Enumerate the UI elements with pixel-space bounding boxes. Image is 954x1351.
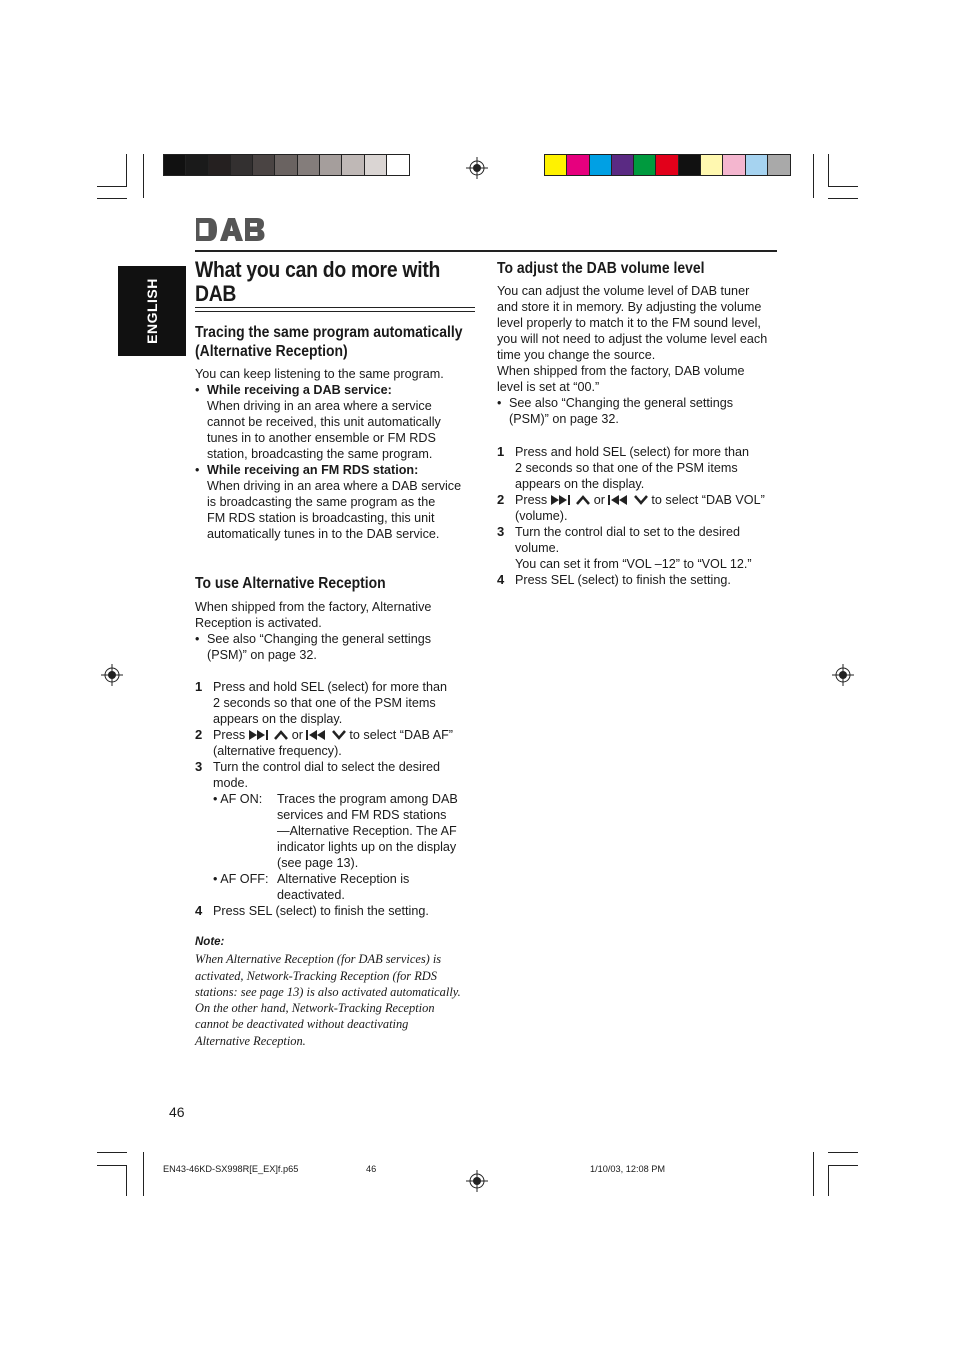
- text-line: When shipped from the factory, Alternative: [195, 600, 432, 614]
- left-steps: [195, 679, 480, 919]
- text-line: cannot be deactivated without deactivating: [195, 1017, 409, 1032]
- text-fragment: or: [593, 493, 605, 507]
- color-swatch: [612, 155, 634, 175]
- crop-mark: [126, 1165, 127, 1196]
- text-line: level properly to match it to the FM sound level,: [497, 316, 761, 330]
- color-swatch: [164, 155, 186, 175]
- text-line: (volume).: [515, 509, 568, 523]
- text-line: (alternative frequency).: [213, 744, 342, 758]
- text-line: See also “Changing the general settings: [207, 632, 432, 646]
- chevron-down-icon: [634, 495, 648, 505]
- text-line: When driving in an area where a DAB service: [207, 479, 462, 493]
- grayscale-color-bar: [163, 154, 410, 176]
- registration-mark-icon: [466, 157, 488, 179]
- section-heading-use-alt-reception: To use Alternative Reception: [195, 575, 386, 592]
- mode-af-off: [213, 871, 458, 903]
- heading-line: (Alternative Reception): [195, 343, 348, 360]
- paragraph: You can keep listening to the same program.: [195, 367, 444, 381]
- text-line: appears on the display.: [213, 712, 343, 726]
- text-line: When shipped from the factory, DAB volume: [497, 364, 745, 378]
- step-2: [195, 727, 480, 759]
- color-swatch: [701, 155, 723, 175]
- crop-mark: [828, 1165, 829, 1196]
- text-fragment: to select “DAB AF”: [349, 728, 453, 742]
- text-line: appears on the display.: [515, 477, 645, 491]
- text-line: level is set at “00.”: [497, 380, 600, 394]
- chevron-up-icon: [576, 495, 590, 505]
- text-line: mode.: [213, 776, 249, 790]
- page-title-line: What you can do more with: [195, 257, 441, 282]
- crop-mark: [143, 154, 144, 198]
- mode-label: • AF ON:: [213, 792, 263, 806]
- note-label: Note:: [195, 936, 225, 948]
- text-line: Press and hold SEL (select) for more than: [515, 445, 750, 459]
- text-line: stations: see page 13) is also activated automatically.: [195, 984, 461, 999]
- color-swatch: [768, 155, 790, 175]
- step-4: [195, 903, 480, 919]
- text-line: and store it in memory. By adjusting the volume: [497, 300, 762, 314]
- color-swatch: [186, 155, 208, 175]
- chevron-down-icon: [332, 730, 346, 740]
- crop-mark: [813, 154, 814, 198]
- heading-line: Tracing the same program automatically: [195, 324, 463, 341]
- step-3: [195, 759, 480, 903]
- text-line: (see page 13).: [277, 856, 359, 870]
- color-swatch: [723, 155, 745, 175]
- step-2-line: [515, 492, 765, 508]
- text-line: volume.: [515, 541, 560, 555]
- text-line: When driving in an area where a service: [207, 399, 432, 413]
- step-1: [497, 444, 782, 492]
- text-fragment: Press: [213, 728, 246, 742]
- dab-logo: [195, 217, 265, 242]
- bullet-title: While receiving an FM RDS station:: [207, 463, 419, 477]
- text-fragment: Press: [515, 493, 548, 507]
- crop-mark: [828, 198, 858, 199]
- text-line: services and FM RDS stations: [277, 808, 447, 822]
- color-swatch: [746, 155, 768, 175]
- text-line: Press and hold SEL (select) for more than: [213, 680, 448, 694]
- footer-filename: EN43-46KD-SX998R[E_EX]f.p65: [163, 1164, 299, 1174]
- see-also-item: • See also “Changing the general settings (PSM)” on page 32.: [497, 396, 734, 426]
- text-line: See also “Changing the general settings: [509, 396, 734, 410]
- step-number: 4: [195, 903, 203, 918]
- text-line: You can adjust the volume level of DAB tuner: [497, 284, 750, 298]
- right-steps: [497, 444, 782, 588]
- text-line: (PSM)” on page 32.: [207, 648, 317, 662]
- step-4: [497, 572, 782, 588]
- text-line: activated, Network-Tracking Reception (for RDS: [195, 968, 437, 983]
- step-number: 4: [497, 572, 505, 587]
- footer-page: 46: [366, 1164, 377, 1174]
- text-line: (PSM)” on page 32.: [509, 412, 619, 426]
- header-rule: [195, 250, 777, 252]
- section-heading-dab-volume: To adjust the DAB volume level: [497, 260, 705, 277]
- crop-mark: [828, 186, 858, 187]
- step-1: [195, 679, 480, 727]
- text-line: FM RDS station is broadcasting, this unit: [207, 511, 435, 525]
- page-number: 46: [169, 1104, 185, 1120]
- color-swatch: [298, 155, 320, 175]
- section1-body: [195, 366, 480, 542]
- text-line: Alternative Reception is: [277, 872, 410, 886]
- text-line: station, broadcasting the same program.: [207, 447, 433, 461]
- text-line: time you change the source.: [497, 348, 656, 362]
- text-line: 2 seconds so that one of the PSM items: [515, 461, 738, 475]
- color-swatch: [590, 155, 612, 175]
- see-also-item: • See also “Changing the general settings (PSM)” on page 32.: [195, 632, 432, 662]
- color-swatch: [253, 155, 275, 175]
- crop-mark: [126, 154, 127, 186]
- color-swatch: [209, 155, 231, 175]
- text-fragment: or: [291, 728, 303, 742]
- bullet-title: While receiving a DAB service:: [207, 383, 392, 397]
- step-number: 1: [195, 679, 203, 694]
- text-line: When Alternative Reception (for DAB services) is: [195, 952, 442, 967]
- crop-mark: [143, 1152, 144, 1196]
- skip-forward-icon: [249, 730, 271, 740]
- text-fragment: to select “DAB VOL”: [651, 493, 765, 507]
- crop-mark: [813, 1152, 814, 1196]
- registration-mark-icon: [466, 1170, 488, 1192]
- text-line: You can set it from “VOL –12” to “VOL 12.”: [515, 557, 752, 571]
- color-swatch: [656, 155, 678, 175]
- text-line: Alternative Reception.: [195, 1033, 306, 1048]
- text-line: Traces the program among DAB: [277, 792, 458, 806]
- step-2: [497, 492, 782, 524]
- step-3: [497, 524, 782, 572]
- text-line: automatically tunes in to the DAB service.: [207, 527, 440, 541]
- text-line: indicator lights up on the display: [277, 840, 457, 854]
- color-swatch: [567, 155, 589, 175]
- note-block: [195, 934, 485, 1049]
- text-line: Turn the control dial to select the desired: [213, 760, 441, 774]
- section2-intro: [195, 599, 480, 663]
- language-tab-label: ENGLISH: [143, 278, 160, 344]
- color-swatch: [365, 155, 387, 175]
- color-swatch: [679, 155, 701, 175]
- color-swatch: [545, 155, 567, 175]
- crop-mark: [97, 1165, 127, 1166]
- crop-mark: [97, 1152, 127, 1153]
- right-intro: [497, 283, 782, 427]
- text-line: cannot be received, this unit automatically: [207, 415, 441, 429]
- page-title-line: DAB: [195, 281, 237, 306]
- color-swatch: [275, 155, 297, 175]
- chevron-up-icon: [274, 730, 288, 740]
- step-number: 2: [195, 727, 203, 742]
- step-number: 3: [195, 759, 203, 774]
- text-line: Press SEL (select) to finish the setting.: [213, 904, 429, 918]
- text-line: Reception is activated.: [195, 616, 322, 630]
- dab-logo-text: DAB: [196, 241, 199, 242]
- mode-label: • AF OFF:: [213, 872, 269, 886]
- step-number: 2: [497, 492, 505, 507]
- section-heading-alt-reception: [195, 323, 462, 361]
- title-rule: [195, 307, 475, 308]
- step-2-line: [213, 727, 453, 743]
- crop-mark: [828, 1165, 858, 1166]
- text-line: 2 seconds so that one of the PSM items: [213, 696, 436, 710]
- color-swatch: [320, 155, 342, 175]
- skip-back-icon: [306, 730, 328, 740]
- color-swatch: [231, 155, 253, 175]
- crop-mark: [97, 186, 127, 187]
- bullet-item: • While receiving an FM RDS station: When driving in an area where a DAB service is broadcasting the same program as the FM RDS station is broadcasting, this unit automatically tunes in to the DAB service.: [195, 463, 462, 541]
- footer-timestamp: 1/10/03, 12:08 PM: [590, 1164, 666, 1174]
- title-rule: [195, 311, 475, 312]
- color-swatch: [387, 155, 409, 175]
- text-line: Press SEL (select) to finish the setting.: [515, 573, 731, 587]
- text-line: —Alternative Reception. The AF: [277, 824, 457, 838]
- text-line: On the other hand, Network-Tracking Reception: [195, 1001, 435, 1016]
- registration-mark-icon: [101, 664, 123, 686]
- step-number: 3: [497, 524, 505, 539]
- crop-mark: [828, 1152, 858, 1153]
- text-line: you will not need to adjust the volume level each: [497, 332, 768, 346]
- color-swatch: [634, 155, 656, 175]
- text-line: deactivated.: [277, 888, 345, 902]
- color-swatch: [342, 155, 364, 175]
- crop-mark: [97, 198, 127, 199]
- text-line: Turn the control dial to set to the desired: [515, 525, 740, 539]
- process-color-bar: [544, 154, 791, 176]
- text-line: is broadcasting the same program as the: [207, 495, 436, 509]
- step-number: 1: [497, 444, 505, 459]
- crop-mark: [828, 154, 829, 186]
- registration-mark-icon: [832, 664, 854, 686]
- skip-forward-icon: [551, 495, 573, 505]
- text-line: tunes in to another ensemble or FM RDS: [207, 431, 436, 445]
- bullet-item: • While receiving a DAB service: When driving in an area where a service cannot be received, this unit automatically tunes in to another ensemble or FM RDS station, broadcasting the same program.: [195, 383, 441, 461]
- mode-af-on: [213, 791, 458, 871]
- page-title: [195, 258, 440, 306]
- skip-back-icon: [608, 495, 630, 505]
- language-tab-label-wrap: [118, 266, 186, 356]
